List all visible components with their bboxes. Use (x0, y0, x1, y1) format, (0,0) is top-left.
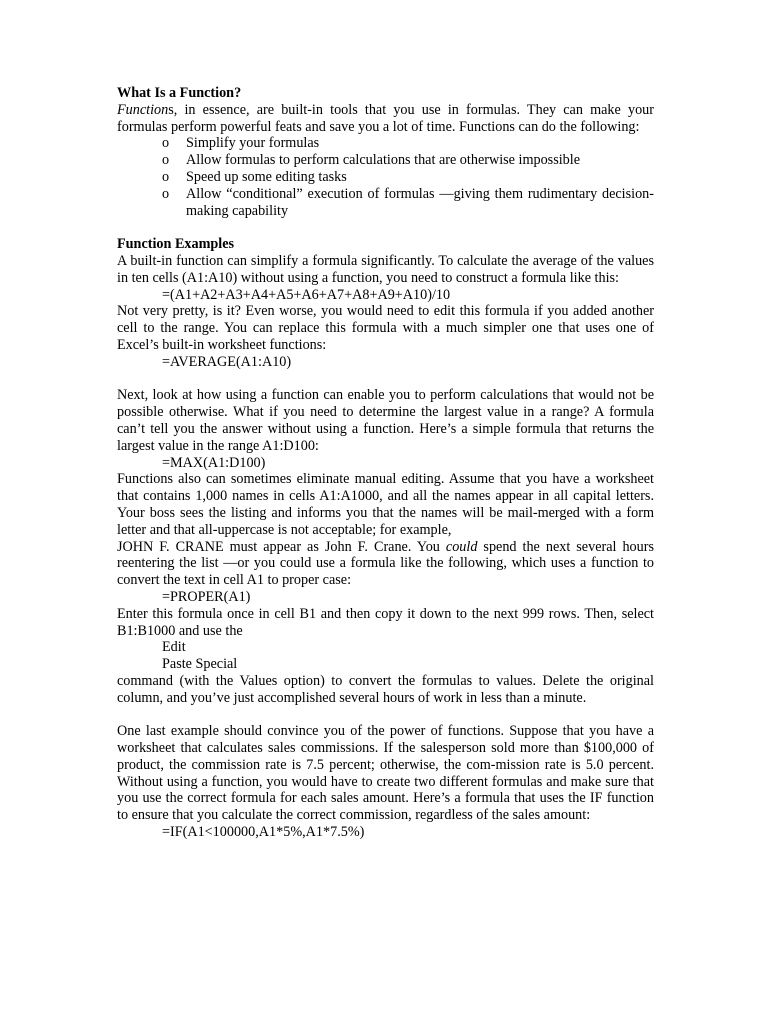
formula-proper: =PROPER(A1) (162, 588, 251, 605)
list-item (117, 152, 654, 169)
bullet-marker: o (162, 168, 170, 185)
paragraph-copy-down: Enter this formula once in cell B1 and then copy it down to the next 999 rows. Then, select B1:B1000 and use the (117, 605, 654, 639)
bullet-marker: o (162, 185, 170, 202)
emphasis-could: could (445, 538, 478, 555)
spacer (117, 706, 654, 723)
menu-command-paste-special: Paste Special (162, 656, 238, 673)
formula-average: =AVERAGE(A1:A10) (162, 353, 292, 370)
list-item-text: Simplify your formulas (186, 135, 320, 152)
spacer (117, 371, 654, 388)
list-item-text: Allow formulas to perform calculations that are otherwise impossible (186, 152, 580, 169)
paragraph-proper-case (117, 539, 654, 589)
function-capabilities-list (117, 135, 654, 219)
bullet-marker: o (162, 135, 170, 152)
paragraph-max-intro: Next, look at how using a function can enable you to perform calculations that would not be possible otherwise. What if you need to determine the largest value in a range? A formula can’t tell you the answer without using a function. Here’s a simple formula that returns the largest value in the range A1:D100: (117, 387, 654, 454)
menu-command-edit: Edit (162, 639, 186, 656)
document-body (117, 85, 654, 841)
bullet-marker: o (162, 152, 170, 169)
paragraph-manual-editing: Functions also can sometimes eliminate manual editing. Assume that you have a worksheet that contains 1,000 names in cells A1:A1000, and all the names appear in all capital letters. Your boss sees the listing and informs you that the names will be mail-merged with a form letter and that all-uppercase is not acceptable; for example, (117, 471, 654, 538)
list-item (117, 169, 654, 186)
paragraph-proper-text-b: spend the next several hours reentering the list —or you could use a formula like the following, which uses a function to convert the text in cell A1 to proper case: (117, 538, 654, 589)
section-heading-function-examples: Function Examples (117, 236, 235, 253)
paragraph-average-replace: Not very pretty, is it? Even worse, you would need to edit this formula if you added another cell to the range. You can replace this formula with a much simpler one that uses one of Excel’s built-in worksheet functions: (117, 303, 654, 353)
intro-text: s, in essence, are built-in tools that you use in formulas. They can make your formulas perform powerful feats and save you a lot of time. Functions can do the following: (117, 101, 654, 135)
formula-if: =IF(A1<100000,A1*5%,A1*7.5%) (162, 824, 365, 841)
intro-paragraph (117, 102, 654, 136)
paragraph-average-intro: A built-in function can simplify a formula significantly. To calculate the average of the values in ten cells (A1:A10) without using a function, you need to construct a formula like this: (117, 252, 654, 286)
formula-max: =MAX(A1:D100) (162, 454, 266, 471)
list-item-text: Speed up some editing tasks (186, 168, 347, 185)
list-item-text: Allow “conditional” execution of formulas —giving them rudimentary decision-making capability (186, 185, 654, 219)
list-item (117, 135, 654, 152)
spacer (117, 219, 654, 236)
formula-manual-average: =(A1+A2+A3+A4+A5+A6+A7+A8+A9+A10)/10 (162, 286, 451, 303)
paragraph-values-option: command (with the Values option) to convert the formulas to values. Delete the original column, and you’ve just accomplished several hours of work in less than a minute. (117, 672, 654, 706)
paragraph-proper-text-a: JOHN F. CRANE must appear as John F. Crane. You (117, 538, 446, 555)
list-item (117, 186, 654, 220)
intro-italic-term: Function (117, 101, 169, 118)
paragraph-commission: One last example should convince you of the power of functions. Suppose that you have a worksheet that calculates sales commissions. If the salesperson sold more than $100,000 of product, the commission rate is 7.5 percent; otherwise, the com-mission rate is 5.0 percent. Without using a function, you would have to create two different formulas and make sure that you use the correct formula for each sales amount. Here’s a formula that uses the IF function to ensure that you calculate the correct commission, regardless of the sales amount: (117, 723, 654, 824)
section-heading-what-is-a-function: What Is a Function? (117, 85, 242, 101)
